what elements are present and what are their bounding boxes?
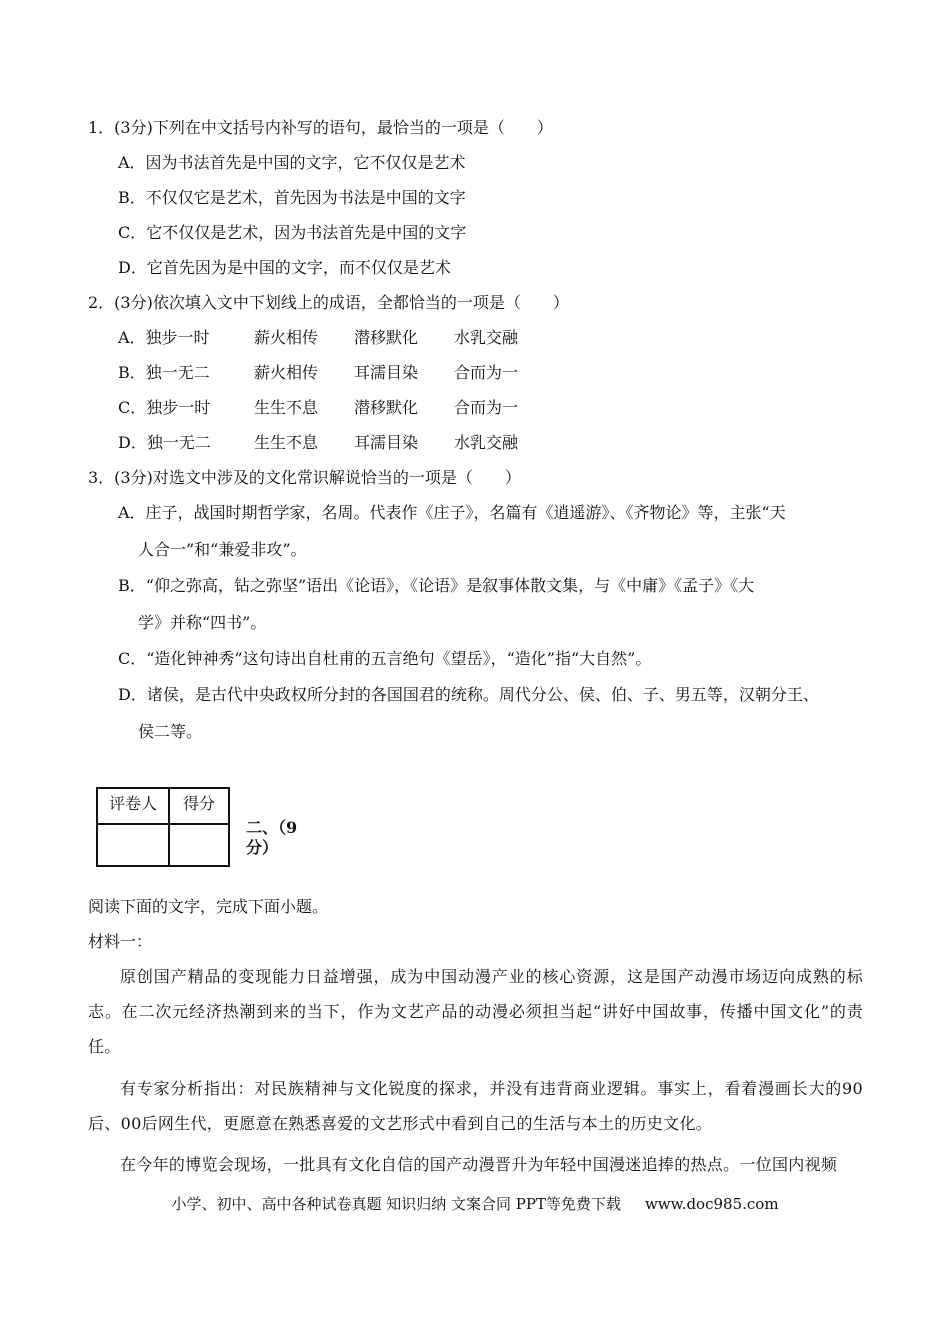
option-cell: 薪火相传	[254, 328, 319, 347]
paragraph-2: 有专家分析指出：对民族精神与文化锐度的探求，并没有违背商业逻辑。事实上，看着漫画长大的90后、00后网生代，更愿意在熟悉喜爱的文艺形式中看到自己的生活与本土的历史文化。	[88, 1079, 863, 1133]
question-3-option-a: A．庄子，战国时期哲学家，名周。代表作《庄子》，名篇有《逍遥游》、《齐物论》等，主张“天	[118, 503, 786, 522]
question-2-option-c	[118, 398, 518, 418]
question-2-option-d	[118, 433, 518, 453]
paragraph-1: 原创国产精品的变现能力日益增强，成为中国动漫产业的核心资源，这是国产动漫市场迈向成熟的标志。在二次元经济热潮到来的当下，作为文艺产品的动漫必须担当起“讲好中国故事，传播中国文化”的责任。	[88, 967, 863, 1056]
option-cell: 生生不息	[254, 433, 319, 452]
question-2-stem: 2．(3分)依次填入文中下划线上的成语，全都恰当的一项是（ ）	[88, 293, 569, 312]
question-3-stem: 3．(3分)对选文中涉及的文化常识解说恰当的一项是（ ）	[88, 468, 521, 487]
question-3-option-b: B．“仰之弥高，钻之弥坚”语出《论语》，《论语》是叙事体散文集，与《中庸》《孟子》《大	[118, 576, 755, 595]
option-cell: 潜移默化	[354, 328, 419, 347]
score-header: 得分	[169, 788, 229, 824]
footer-link[interactable]: www.doc985.com	[644, 1195, 779, 1213]
score-box	[96, 787, 230, 867]
grader-header: 评卷人	[97, 788, 169, 824]
question-1-stem: 1．(3分)下列在中文括号内补写的语句，最恰当的一项是（ ）	[88, 118, 553, 137]
question-2-option-b	[118, 363, 518, 383]
question-3-option-a-cont: 人合一”和“兼爱非攻”。	[138, 540, 307, 559]
material-label: 材料一：	[88, 932, 153, 951]
question-3-option-d-cont: 侯二等。	[138, 722, 203, 741]
option-cell: 水乳交融	[454, 328, 519, 347]
paragraph-3: 在今年的博览会现场，一批具有文化自信的国产动漫晋升为年轻中国漫迷追捧的热点。一位国内视频	[120, 1155, 838, 1174]
footer	[0, 1193, 950, 1214]
option-cell: D．独一无二	[118, 433, 211, 452]
section-title: 二、（9分）	[246, 818, 298, 857]
question-3-option-c: C．“造化钟神秀”这句诗出自杜甫的五言绝句《望岳》，“造化”指“大自然”。	[118, 649, 652, 668]
reading-intro: 阅读下面的文字，完成下面小题。	[88, 897, 329, 916]
question-3-option-d: D．诸侯，是古代中央政权所分封的各国国君的统称。周代分公、侯、伯、子、男五等，汉朝分王、	[118, 685, 819, 704]
option-cell: 潜移默化	[354, 398, 419, 417]
question-1-option-d: D．它首先因为是中国的文字，而不仅仅是艺术	[118, 258, 451, 277]
option-cell: A．独步一时	[118, 328, 210, 347]
question-1-option-b: B．不仅仅它是艺术，首先因为书法是中国的文字	[118, 188, 466, 207]
option-cell: B．独一无二	[118, 363, 210, 382]
option-cell: 耳濡目染	[354, 363, 419, 382]
option-cell: 水乳交融	[454, 433, 519, 452]
question-1-option-a: A．因为书法首先是中国的文字，它不仅仅是艺术	[118, 153, 466, 172]
option-cell: 耳濡目染	[354, 433, 419, 452]
grader-cell	[97, 824, 169, 866]
option-cell: 合而为一	[454, 398, 519, 417]
question-1-option-c: C．它不仅仅是艺术，因为书法首先是中国的文字	[118, 223, 467, 242]
question-3-option-b-cont: 学》并称“四书”。	[138, 613, 267, 632]
option-cell: C．独步一时	[118, 398, 211, 417]
option-cell: 薪火相传	[254, 363, 319, 382]
option-cell: 生生不息	[254, 398, 319, 417]
option-cell: 合而为一	[454, 363, 519, 382]
score-cell	[169, 824, 229, 866]
footer-text: 小学、初中、高中各种试卷真题 知识归纳 文案合同 PPT等免费下载	[171, 1195, 621, 1213]
question-2-option-a	[118, 328, 518, 348]
